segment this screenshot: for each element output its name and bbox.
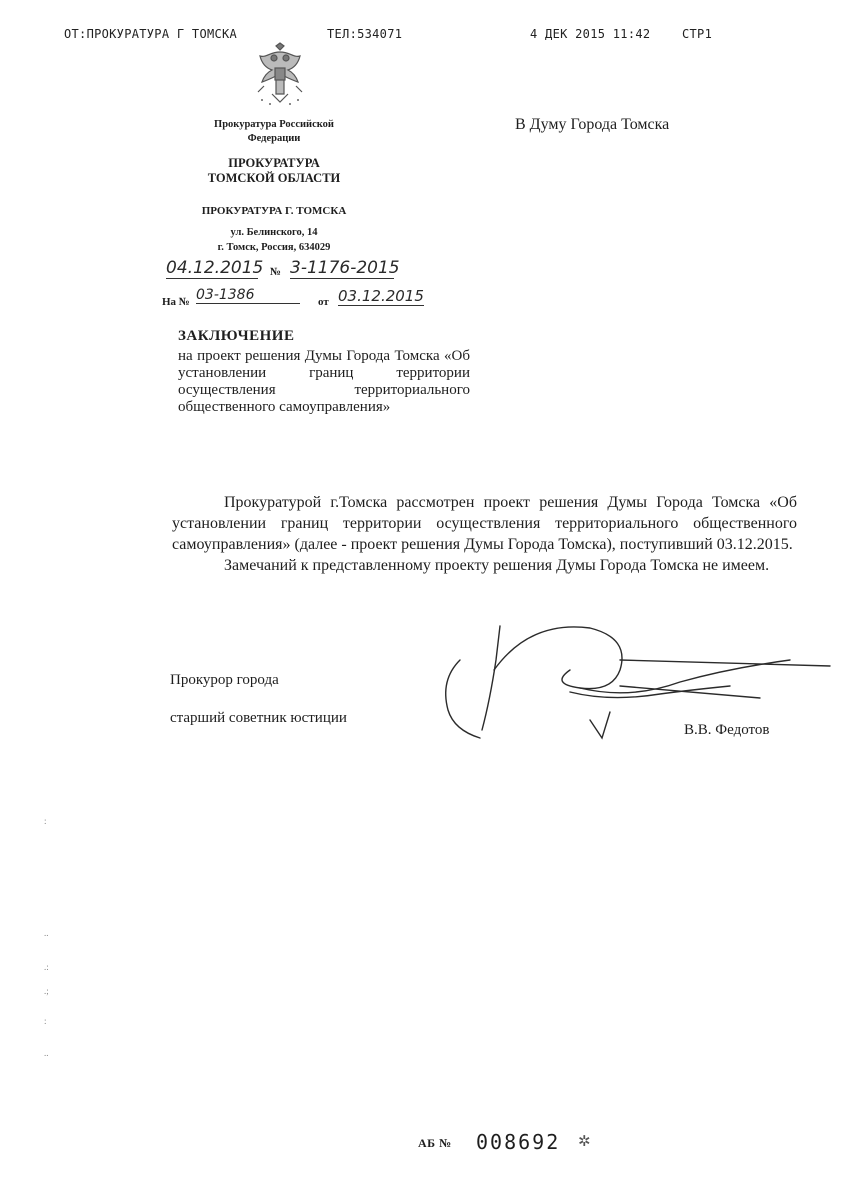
reference-number-label: На №: [162, 296, 190, 308]
body-paragraph-1: Прокуратурой г.Томска рассмотрен проект решения Думы Города Томска «Об установлении границ территории осуществления территориального общественного самоуправления» (далее - проект решения Думы Города Томска), поступивший 03.12.2015.: [172, 494, 797, 553]
letterhead-address-line1: ул. Белинского, 14: [230, 227, 318, 238]
letterhead-org-line2: Федерации: [247, 133, 301, 144]
letterhead-city-office: ПРОКУРАТУРА Г. ТОМСКА: [201, 205, 347, 217]
coat-of-arms-emblem: [250, 42, 310, 108]
serial-star-icon: ✲: [578, 1134, 591, 1150]
fax-page: СТР1: [682, 27, 713, 41]
fax-sender: ОТ:ПРОКУРАТУРА Г ТОМСКА: [64, 27, 238, 41]
signer-position: Прокурор города: [170, 672, 279, 688]
scan-mark: ..: [44, 928, 49, 938]
document-title: ЗАКЛЮЧЕНИЕ: [178, 328, 295, 344]
fax-phone: ТЕЛ:534071: [327, 27, 403, 41]
form-serial-label: АБ №: [418, 1136, 452, 1150]
letterhead-address-line2: г. Томск, Россия, 634029: [217, 242, 331, 253]
handwritten-signature: [430, 620, 835, 750]
document-body: [172, 492, 797, 576]
body-paragraph-2: Замечаний к представленному проекту решения Думы Города Томска не имеем.: [224, 557, 770, 574]
signer-name: В.В. Федотов: [684, 722, 770, 738]
scan-mark: .;: [44, 986, 49, 996]
registration-number-label: №: [270, 266, 282, 278]
scan-mark: .:: [44, 962, 49, 972]
registration-date: 04.12.2015: [166, 258, 264, 278]
reference-number: 03-1386: [196, 287, 300, 304]
reference-date: 03.12.2015: [338, 287, 424, 305]
scan-mark: :: [44, 1016, 47, 1026]
fax-datetime: 4 ДЕК 2015 11:42: [530, 27, 651, 41]
registration-number: 3-1176-2015: [290, 258, 400, 278]
letterhead-region-line1: ПРОКУРАТУРА: [228, 156, 320, 170]
document-subject: на проект решения Думы Города Томска «Об установлении границ территории осуществления территориального общественного самоуправления»: [178, 348, 470, 415]
signer-rank: старший советник юстиции: [170, 710, 347, 726]
scan-mark: ..: [44, 1048, 49, 1058]
reference-from-label: от: [318, 296, 329, 308]
addressee: В Думу Города Томска: [515, 116, 670, 133]
scan-mark: :: [44, 816, 47, 826]
letterhead-region-line2: ТОМСКОЙ ОБЛАСТИ: [207, 171, 341, 185]
form-serial-number: 008692: [476, 1130, 561, 1154]
letterhead-org-line1: Прокуратура Российской: [214, 119, 334, 130]
